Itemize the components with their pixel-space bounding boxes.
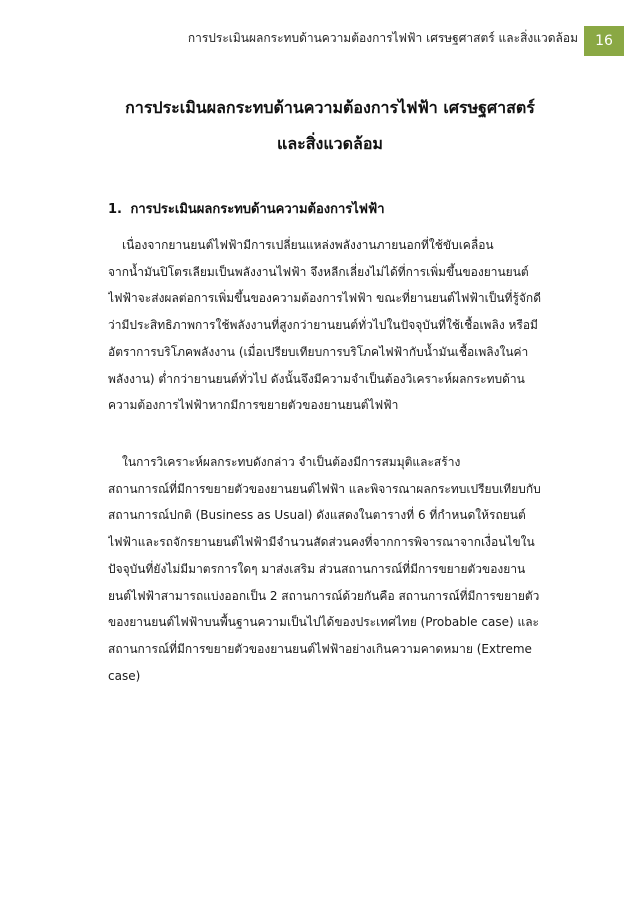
paragraph-line: สถานการณ์ที่มีการขยายตัวของยานยนต์ไฟฟ้าอย่างเกินความคาดหมาย (Extreme bbox=[108, 641, 532, 656]
paragraph-line: สถานการณ์ที่มีการขยายตัวของยานยนต์ไฟฟ้า และพิจารณาผลกระทบเปรียบเทียบกับ bbox=[108, 481, 541, 496]
page-title-line-1: การประเมินผลกระทบด้านความต้องการไฟฟ้า เศรษฐศาสตร์ bbox=[125, 98, 535, 117]
paragraph-line: ของยานยนต์ไฟฟ้าบนพื้นฐานความเป็นไปได้ของประเทศไทย (Probable case) และ bbox=[108, 615, 539, 630]
running-header: การประเมินผลกระทบด้านความต้องการไฟฟ้า เศรษฐศาสตร์ และสิ่งแวดล้อม bbox=[187, 31, 578, 45]
section-number: 1. bbox=[108, 202, 122, 217]
paragraph-line: พลังงาน) ต่ำกว่ายานยนต์ทั่วไป ดังนั้นจึงมีความจำเป็นต้องวิเคราะห์ผลกระทบด้าน bbox=[108, 371, 525, 386]
section-heading-text: การประเมินผลกระทบด้านความต้องการไฟฟ้า bbox=[130, 202, 385, 217]
paragraph-line: ไฟฟ้าจะส่งผลต่อการเพิ่มขึ้นของความต้องการไฟฟ้า ขณะที่ยานยนต์ไฟฟ้าเป็นที่รู้จักดี bbox=[108, 291, 541, 306]
page-title bbox=[100, 90, 560, 162]
paragraph-line: ไฟฟ้าและรถจักรยานยนต์ไฟฟ้ามีจำนวนสัดส่วนคงที่จากการพิจารณาจากเงื่อนไขใน bbox=[108, 535, 535, 550]
paragraph-line: ยนต์ไฟฟ้าสามารถแบ่งออกเป็น 2 สถานการณ์ด้วยกันคือ สถานการณ์ที่มีการขยายตัว bbox=[108, 588, 540, 603]
paragraph-line: ในการวิเคราะห์ผลกระทบดังกล่าว จำเป็นต้องมีการสมมุติและสร้าง bbox=[122, 455, 461, 469]
paragraph-line: ปัจจุบันที่ยังไม่มีมาตรการใดๆ มาส่งเสริม ส่วนสถานการณ์ที่มีการขยายตัวของยาน bbox=[108, 561, 526, 576]
page-number: 16 bbox=[595, 33, 613, 49]
paragraph-line: จากน้ำมันปิโตรเลียมเป็นพลังงานไฟฟ้า จึงหลีกเลี่ยงไม่ได้ที่การเพิ่มขึ้นของยานยนต์ bbox=[108, 264, 529, 279]
paragraph-line: ว่ามีประสิทธิภาพการใช้พลังงานที่สูงกว่ายานยนต์ทั่วไปในปัจจุบันที่ใช้เชื้อเพลิง หรือมี bbox=[108, 318, 538, 333]
paragraph-line: case) bbox=[108, 668, 141, 683]
paragraph-line: เนื่องจากยานยนต์ไฟฟ้ามีการเปลี่ยนแหล่งพลังงานภายนอกที่ใช้ขับเคลื่อน bbox=[122, 238, 494, 252]
paragraph-line: อัตราการบริโภคพลังงาน (เมื่อเปรียบเทียบการบริโภคไฟฟ้ากับน้ำมันเชื้อเพลิงในค่า bbox=[108, 344, 529, 359]
page-title-line-2: และสิ่งแวดล้อม bbox=[277, 134, 383, 153]
page-number-badge bbox=[584, 26, 624, 56]
section-heading bbox=[108, 200, 588, 220]
body-paragraph-1 bbox=[108, 232, 586, 419]
paragraph-line: ความต้องการไฟฟ้าหากมีการขยายตัวของยานยนต์ไฟฟ้า bbox=[108, 398, 399, 413]
paragraph-line: สถานการณ์ปกติ (Business as Usual) ดังแสดงในตารางที่ 6 ที่กำหนดให้รถยนต์ bbox=[108, 508, 526, 523]
body-paragraph-2 bbox=[108, 449, 586, 689]
